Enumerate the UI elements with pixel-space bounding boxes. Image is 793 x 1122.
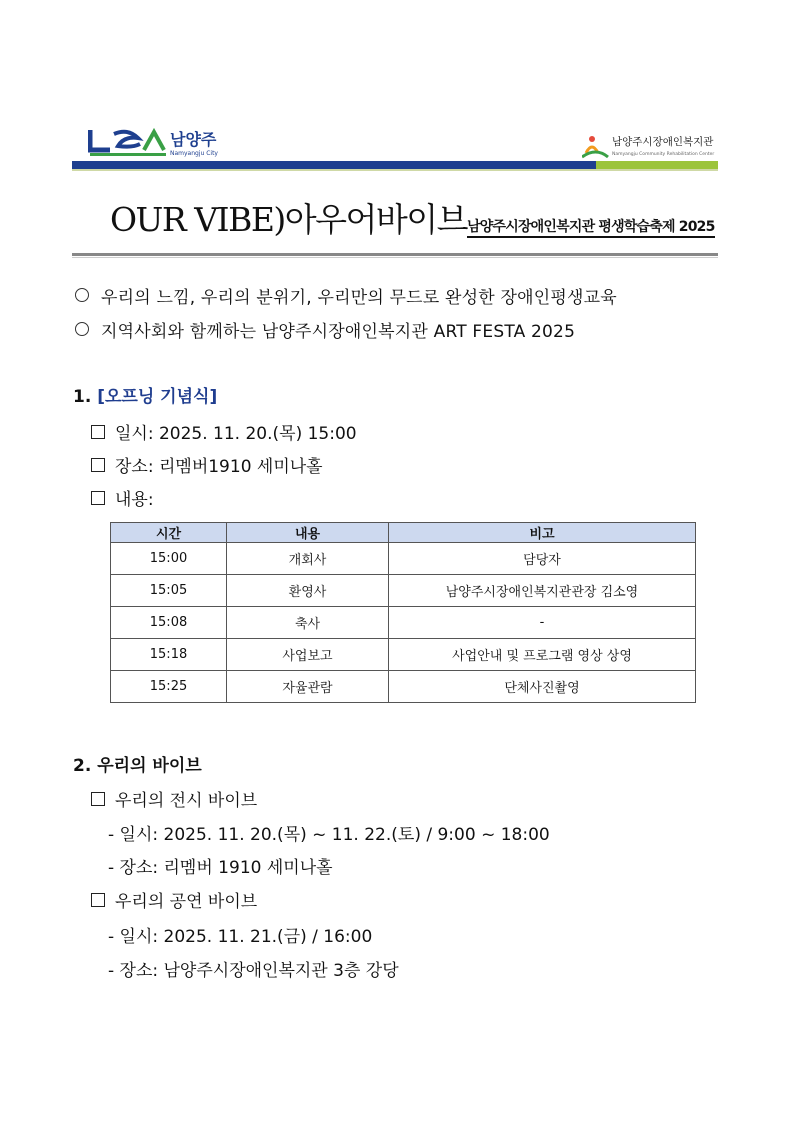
intro-text: 지역사회와 함께하는 남양주시장애인복지관 ART FESTA 2025 — [101, 322, 576, 342]
checkbox-icon — [91, 458, 105, 472]
intro-text: 우리의 느낌, 우리의 분위기, 우리만의 무드로 완성한 장애인평생교육 — [101, 288, 617, 308]
performance-vibe-label — [91, 887, 257, 912]
section1-datetime — [91, 419, 357, 444]
table-row — [111, 671, 696, 703]
checkbox-icon — [91, 425, 105, 439]
section1-place-text: 장소: 리멤버1910 세미나홀 — [115, 457, 323, 477]
cell-content: 환영사 — [227, 575, 389, 607]
exhibit-datetime: - 일시: 2025. 11. 20.(목) ~ 11. 22.(토) / 9:00 ~ 18:00 — [108, 825, 550, 845]
circle-bullet-icon — [75, 322, 89, 336]
table-header-row — [111, 523, 696, 543]
intro-item — [75, 317, 575, 342]
title-divider — [72, 253, 718, 256]
section2-heading — [73, 751, 202, 776]
city-logo-name: 남양주 — [170, 130, 217, 149]
performance-place: - 장소: 남양주시장애인복지관 3층 강당 — [108, 961, 399, 981]
section1-content-text: 내용: — [115, 490, 154, 510]
table-header-time: 시간 — [111, 523, 227, 543]
cell-content: 축사 — [227, 607, 389, 639]
section1-place — [91, 452, 323, 477]
checkbox-icon — [91, 792, 105, 806]
cell-note: 단체사진촬영 — [389, 671, 696, 703]
performance-datetime: - 일시: 2025. 11. 21.(금) / 16:00 — [108, 927, 373, 947]
welfare-center-emblem-icon — [582, 131, 732, 161]
cell-time: 15:18 — [111, 639, 227, 671]
cell-note: - — [389, 607, 696, 639]
namyangju-city-logo — [88, 126, 228, 158]
title-divider-thin — [72, 257, 718, 258]
checkbox-icon — [91, 893, 105, 907]
cell-time: 15:05 — [111, 575, 227, 607]
intro-item — [75, 283, 617, 308]
center-logo-name: 남양주시장애인복지관 — [612, 136, 714, 148]
cell-note: 담당자 — [389, 543, 696, 575]
cell-time: 15:25 — [111, 671, 227, 703]
cell-time: 15:00 — [111, 543, 227, 575]
center-logo-sub: Namyangju Community Rehabilitation Center — [612, 152, 715, 157]
table-header-content: 내용 — [227, 523, 389, 543]
exhibit-vibe-label — [91, 786, 257, 811]
section2-number: 2. — [73, 756, 92, 776]
welfare-center-logo — [582, 131, 732, 161]
cell-time: 15:08 — [111, 607, 227, 639]
cell-content: 자율관람 — [227, 671, 389, 703]
page-title — [110, 194, 715, 240]
performance-vibe-text: 우리의 공연 바이브 — [115, 892, 258, 912]
section2-title: 우리의 바이브 — [97, 756, 202, 776]
checkbox-icon — [91, 491, 105, 505]
header-band-blue — [72, 161, 684, 169]
table-row — [111, 639, 696, 671]
header-band-green — [596, 161, 718, 169]
table-row — [111, 543, 696, 575]
exhibit-place: - 장소: 리멤버 1910 세미나홀 — [108, 858, 333, 878]
program-table — [110, 522, 696, 703]
title-sub: 남양주시장애인복지관 평생학습축제 2025 — [467, 219, 715, 238]
section1-title: [오프닝 기념식] — [97, 387, 218, 407]
table-header-note: 비고 — [389, 523, 696, 543]
cell-content: 사업보고 — [227, 639, 389, 671]
cell-note: 사업안내 및 프로그램 영상 상영 — [389, 639, 696, 671]
section1-datetime-text: 일시: 2025. 11. 20.(목) 15:00 — [115, 424, 357, 444]
city-logo-sub: Namyangju City — [170, 150, 218, 157]
city-emblem-icon — [88, 126, 228, 158]
section1-heading — [73, 382, 217, 407]
title-main: OUR VIBE)아우어바이브 — [110, 200, 468, 239]
section1-number: 1. — [73, 387, 92, 407]
exhibit-vibe-text: 우리의 전시 바이브 — [115, 791, 258, 811]
circle-bullet-icon — [75, 288, 89, 302]
table-row — [111, 607, 696, 639]
section1-content-label — [91, 485, 154, 510]
header-band-thin — [72, 169, 718, 171]
cell-content: 개회사 — [227, 543, 389, 575]
table-row — [111, 575, 696, 607]
cell-note: 남양주시장애인복지관관장 김소영 — [389, 575, 696, 607]
